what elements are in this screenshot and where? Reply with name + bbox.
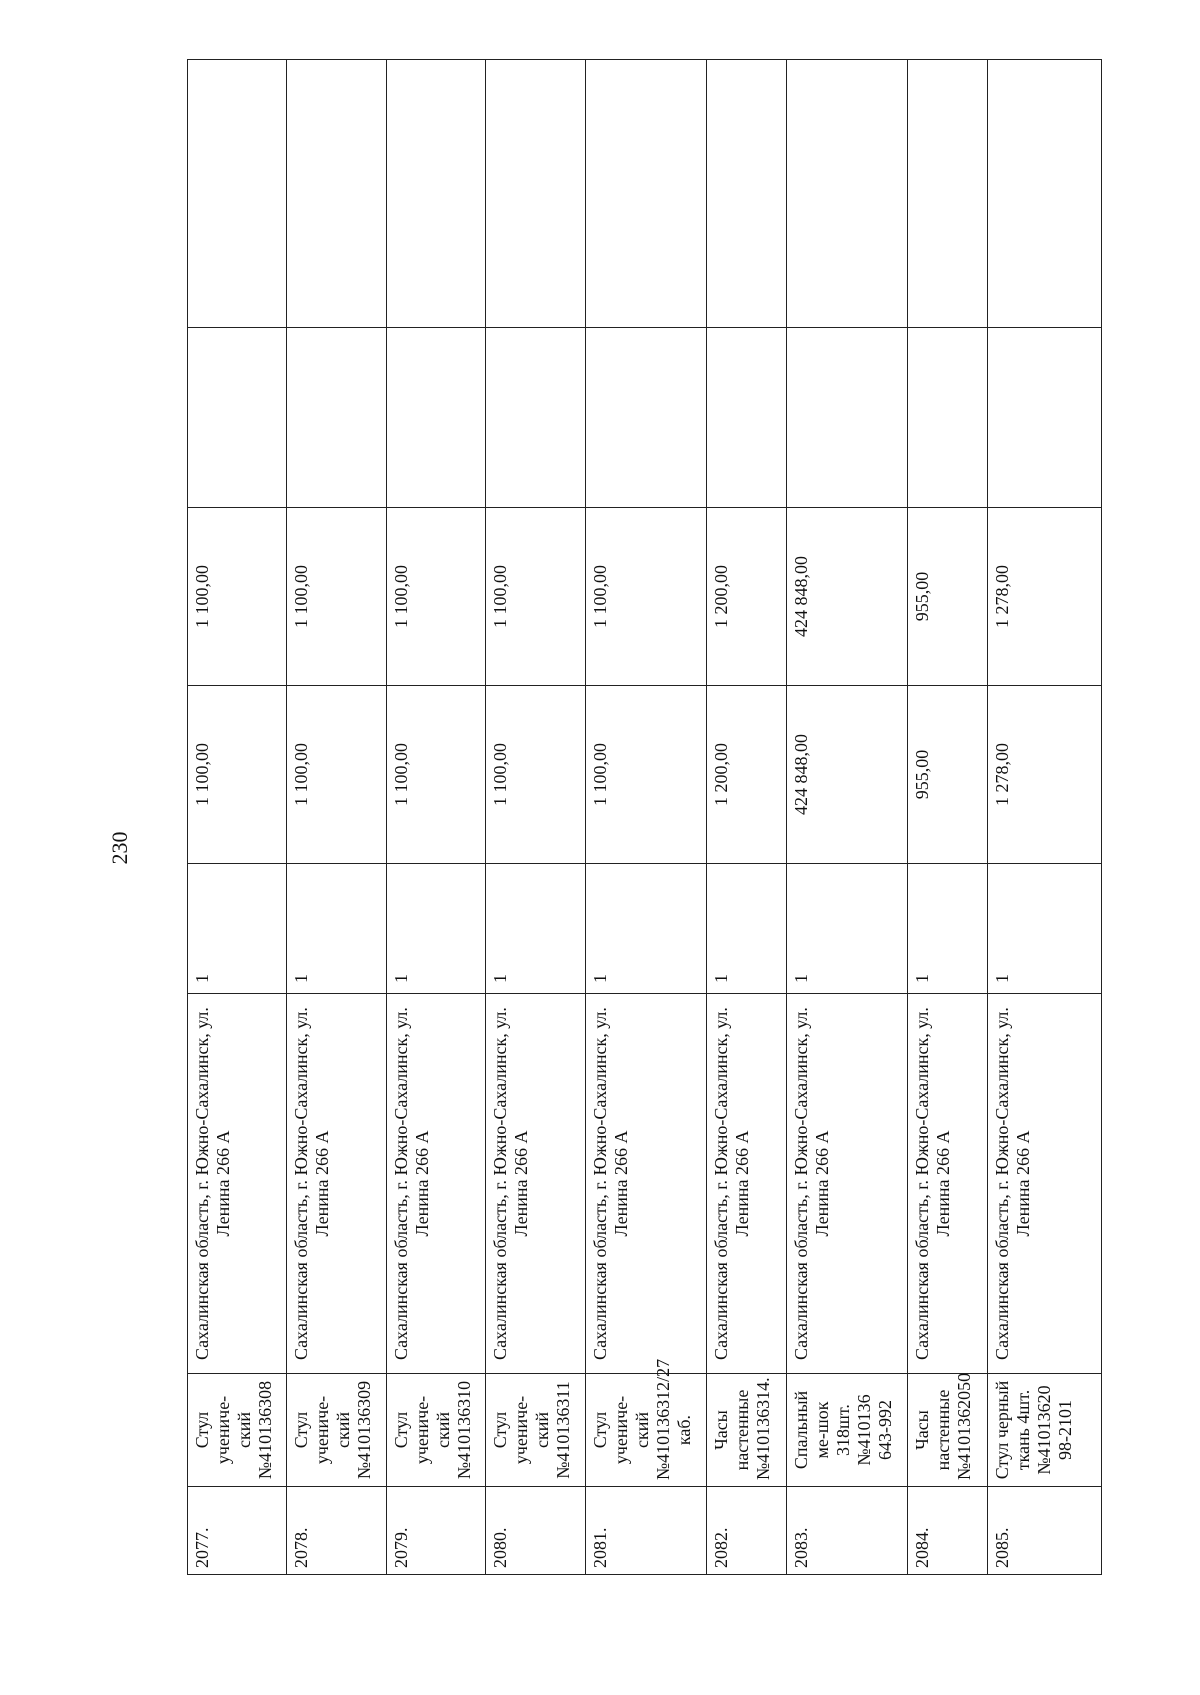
item-value-1: 1 100,00 (188, 686, 287, 864)
inventory-table-container (187, 60, 1102, 1575)
item-quantity: 1 (585, 864, 707, 994)
item-name: Стул учениче-ский №410136310 (386, 1374, 485, 1487)
item-value-2: 1 100,00 (486, 508, 585, 686)
table-row (585, 60, 707, 1575)
item-value-2: 1 100,00 (585, 508, 707, 686)
item-value-1: 424 848,00 (786, 686, 908, 864)
item-quantity: 1 (707, 864, 786, 994)
table-row (287, 60, 386, 1575)
item-quantity: 1 (386, 864, 485, 994)
item-name: Стул учениче-ский №410136311 (486, 1374, 585, 1487)
empty-cell (707, 328, 786, 508)
row-number: 2081. (585, 1487, 707, 1575)
item-name: Спальный ме-шок 318шт.№410136 643-992 (786, 1374, 908, 1487)
table-row (786, 60, 908, 1575)
inventory-table (187, 59, 1102, 1575)
item-quantity: 1 (987, 864, 1101, 994)
empty-cell (585, 60, 707, 328)
empty-cell (188, 328, 287, 508)
table-body (188, 60, 1102, 1575)
item-address: Сахалинская область, г. Южно-Сахалинск, ул. Ленина 266 А (707, 994, 786, 1374)
empty-cell (786, 60, 908, 328)
item-address: Сахалинская область, г. Южно-Сахалинск, ул. Ленина 266 А (486, 994, 585, 1374)
row-number: 2083. (786, 1487, 908, 1575)
row-number: 2080. (486, 1487, 585, 1575)
empty-cell (386, 328, 485, 508)
page-number: 230 (107, 831, 132, 865)
item-value-2: 424 848,00 (786, 508, 908, 686)
item-name: Стул учениче-ский №410136312/27 каб. (585, 1374, 707, 1487)
item-address: Сахалинская область, г. Южно-Сахалинск, ул. Ленина 266 А (786, 994, 908, 1374)
item-name: Часы настенные №410136314. (707, 1374, 786, 1487)
empty-cell (287, 60, 386, 328)
row-number: 2078. (287, 1487, 386, 1575)
item-value-2: 955,00 (908, 508, 987, 686)
item-name: Стул учениче-ский №410136308 (188, 1374, 287, 1487)
item-address: Сахалинская область, г. Южно-Сахалинск, ул. Ленина 266 А (188, 994, 287, 1374)
item-value-2: 1 100,00 (386, 508, 485, 686)
item-value-2: 1 100,00 (287, 508, 386, 686)
empty-cell (486, 60, 585, 328)
item-value-1: 1 100,00 (585, 686, 707, 864)
item-value-2: 1 200,00 (707, 508, 786, 686)
item-value-2: 1 278,00 (987, 508, 1101, 686)
item-quantity: 1 (786, 864, 908, 994)
table-row (707, 60, 786, 1575)
row-number: 2077. (188, 1487, 287, 1575)
item-value-1: 1 200,00 (707, 686, 786, 864)
table-row (386, 60, 485, 1575)
item-quantity: 1 (908, 864, 987, 994)
item-address: Сахалинская область, г. Южно-Сахалинск, ул. Ленина 266 А (585, 994, 707, 1374)
empty-cell (786, 328, 908, 508)
empty-cell (987, 60, 1101, 328)
empty-cell (707, 60, 786, 328)
item-name: Стул черный ткань 4шт.№41013620 98-2101 (987, 1374, 1101, 1487)
empty-cell (987, 328, 1101, 508)
row-number: 2079. (386, 1487, 485, 1575)
empty-cell (908, 328, 987, 508)
item-address: Сахалинская область, г. Южно-Сахалинск, ул. Ленина 266 А (908, 994, 987, 1374)
item-value-2: 1 100,00 (188, 508, 287, 686)
item-value-1: 1 100,00 (386, 686, 485, 864)
row-number: 2084. (908, 1487, 987, 1575)
empty-cell (287, 328, 386, 508)
row-number: 2085. (987, 1487, 1101, 1575)
empty-cell (386, 60, 485, 328)
item-quantity: 1 (188, 864, 287, 994)
item-address: Сахалинская область, г. Южно-Сахалинск, ул. Ленина 266 А (287, 994, 386, 1374)
item-value-1: 1 100,00 (486, 686, 585, 864)
table-row (188, 60, 287, 1575)
empty-cell (908, 60, 987, 328)
item-value-1: 1 278,00 (987, 686, 1101, 864)
item-quantity: 1 (486, 864, 585, 994)
empty-cell (486, 328, 585, 508)
item-quantity: 1 (287, 864, 386, 994)
item-value-1: 955,00 (908, 686, 987, 864)
table-row (908, 60, 987, 1575)
item-value-1: 1 100,00 (287, 686, 386, 864)
table-row (486, 60, 585, 1575)
item-address: Сахалинская область, г. Южно-Сахалинск, ул. Ленина 266 А (386, 994, 485, 1374)
row-number: 2082. (707, 1487, 786, 1575)
item-address: Сахалинская область, г. Южно-Сахалинск, ул. Ленина 266 А (987, 994, 1101, 1374)
empty-cell (188, 60, 287, 328)
item-name: Стул учениче-ский №410136309 (287, 1374, 386, 1487)
empty-cell (585, 328, 707, 508)
item-name: Часы настенные №4101362050 (908, 1374, 987, 1487)
table-row (987, 60, 1101, 1575)
